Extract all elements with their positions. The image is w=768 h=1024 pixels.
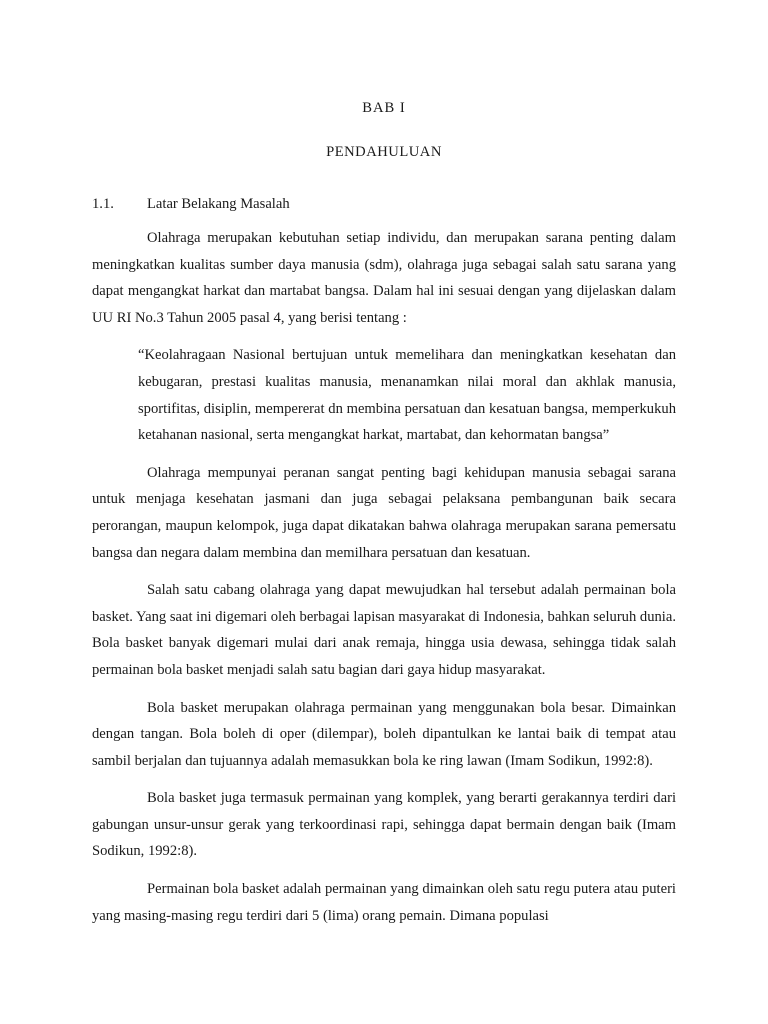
paragraph-3: Salah satu cabang olahraga yang dapat mewujudkan hal tersebut adalah permainan bola basket. Yang saat ini digemari oleh berbagai lapisan masyarakat di Indonesia, bahkan seluruh dunia. Bola basket banyak digemari mulai dari anak remaja, hingga usia dewasa, sehingga tidak salah permainan bola basket menjadi salah satu bagian dari gaya hidup masyarakat. bbox=[92, 582, 676, 678]
section-number: 1.1. bbox=[92, 196, 114, 212]
chapter-title: PENDAHULUAN bbox=[326, 144, 442, 160]
law-quote: “Keolahragaan Nasional bertujuan untuk memelihara dan meningkatkan kesehatan dan kebugaran, prestasi kualitas manusia, menanamkan nilai moral dan akhlak manusia, sportifitas, disiplin, mempererat dn membina persatuan dan kesatuan bangsa, memperkukuh ketahanan nasional, serta mengangkat harkat, martabat, dan kehormatan bangsa” bbox=[138, 347, 676, 444]
chapter-label: BAB I bbox=[362, 100, 406, 116]
document-page bbox=[92, 95, 676, 940]
section-title: Latar Belakang Masalah bbox=[147, 196, 290, 212]
section-heading bbox=[92, 191, 676, 218]
paragraph-4: Bola basket merupakan olahraga permainan yang menggunakan bola besar. Dimainkan dengan tangan. Bola boleh di oper (dilempar), boleh dipantulkan ke lantai baik di tempat atau sambil berjalan dan tujuannya adalah memasukkan bola ke ring lawan (Imam Sodikun, 1992:8). bbox=[92, 699, 676, 769]
paragraph-6: Permainan bola basket adalah permainan yang dimainkan oleh satu regu putera atau puteri yang masing-masing regu terdiri dari 5 (lima) orang pemain. Dimana populasi bbox=[92, 881, 676, 924]
paragraph-2: Olahraga mempunyai peranan sangat penting bagi kehidupan manusia sebagai sarana untuk menjaga kesehatan jasmani dan juga sebagai pelaksana pembangunan baik secara perorangan, maupun kelompok, juga dapat dikatakan bahwa olahraga merupakan sarana pemersatu bangsa dan negara dalam membina dan memilhara persatuan dan kesatuan. bbox=[92, 464, 676, 561]
paragraph-1: Olahraga merupakan kebutuhan setiap individu, dan merupakan sarana penting dalam meningkatkan kualitas sumber daya manusia (sdm), olahraga juga sebagai salah satu sarana yang dapat mengangkat harkat dan martabat bangsa. Dalam hal ini sesuai dengan yang dijelaskan dalam UU RI No.3 Tahun 2005 pasal 4, yang berisi tentang : bbox=[92, 230, 676, 326]
paragraph-5: Bola basket juga termasuk permainan yang komplek, yang berarti gerakannya terdiri dari gabungan unsur-unsur gerak yang terkoordinasi rapi, sehingga dapat bermain dengan baik (Imam Sodikun, 1992:8). bbox=[92, 790, 676, 860]
